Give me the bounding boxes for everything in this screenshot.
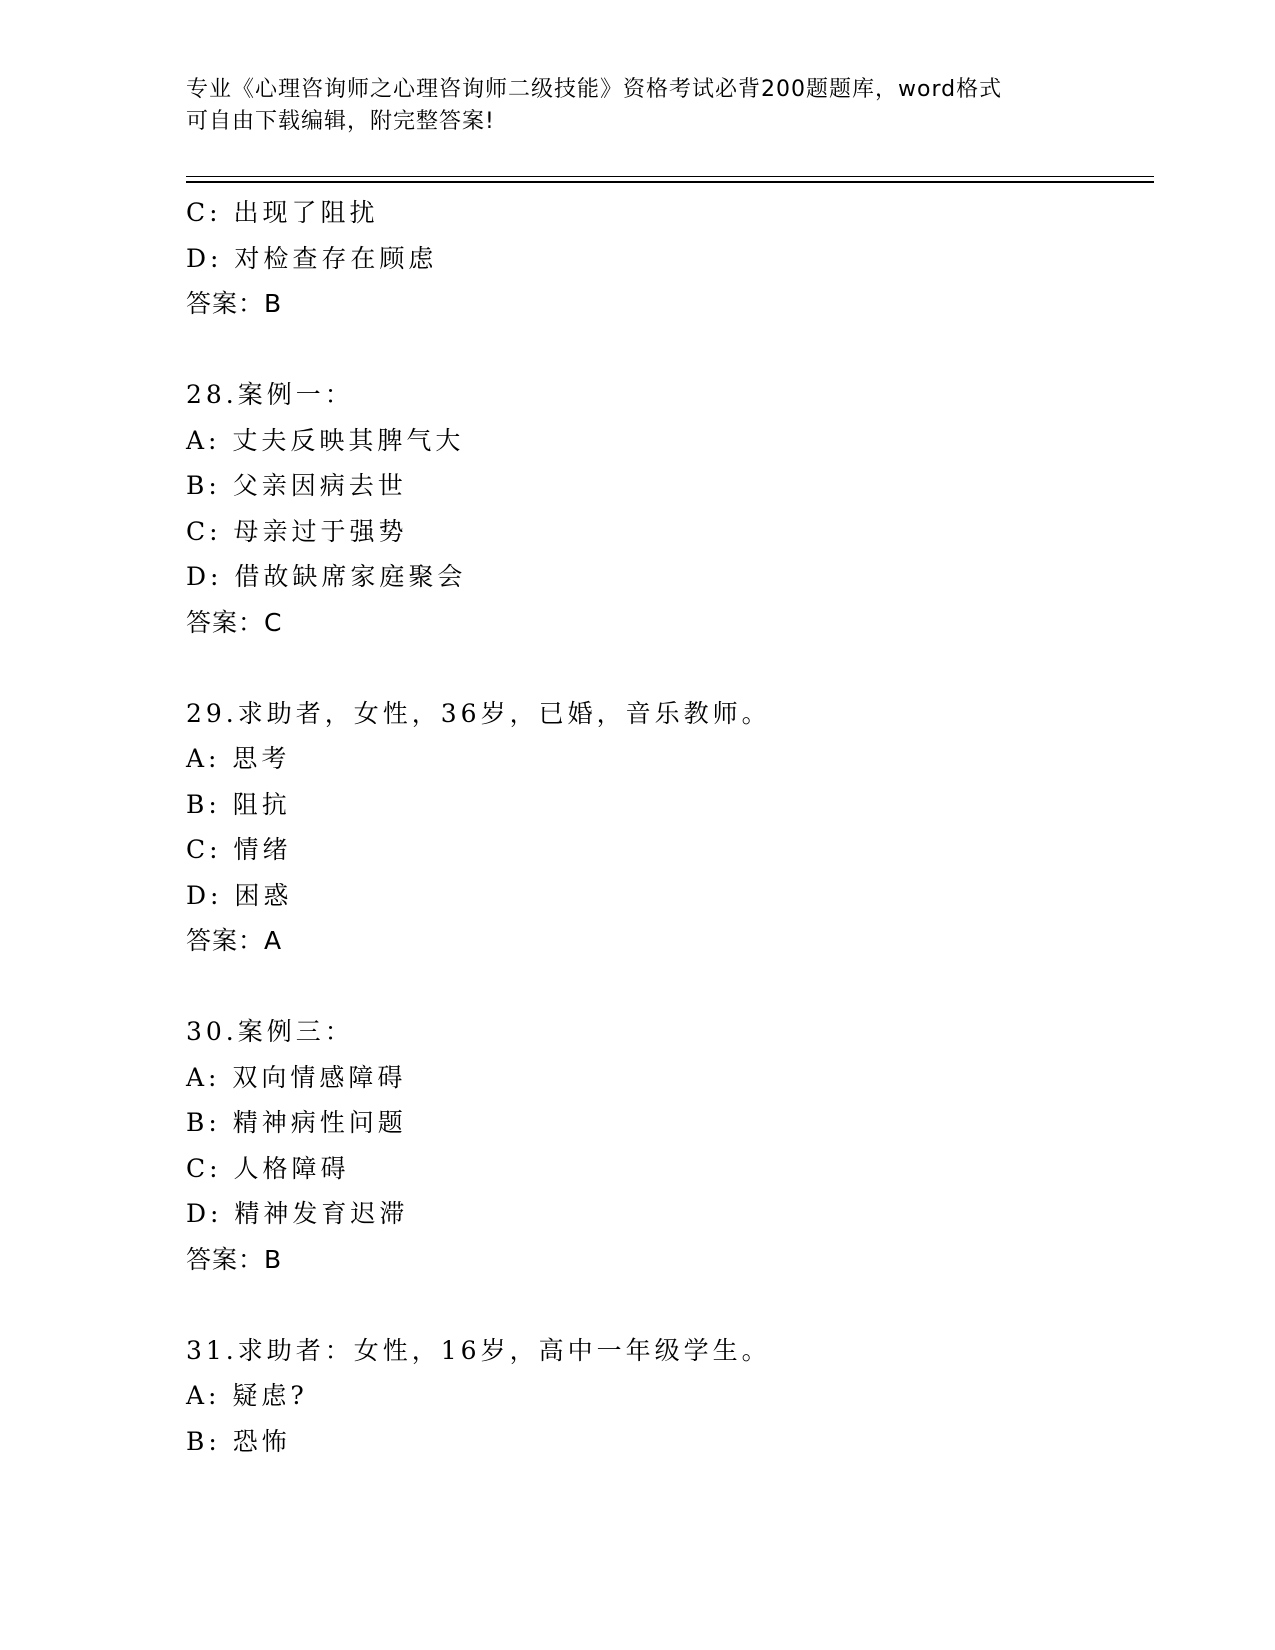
question-block-28 xyxy=(186,372,1154,645)
spacer xyxy=(186,645,1154,691)
option-a: A: 疑虑? xyxy=(186,1381,308,1410)
question-block-27 xyxy=(186,190,1154,327)
question-title: 31.求助者：女性，16岁，高中一年级学生。 xyxy=(186,1335,771,1365)
spacer xyxy=(186,964,1154,1010)
option-a: A: 丈夫反映其脾气大 xyxy=(186,425,465,455)
question-title: 28.案例一： xyxy=(186,380,354,409)
question-block-30 xyxy=(186,1009,1154,1282)
question-block-31 xyxy=(186,1328,1154,1465)
answer-line: 答案：A xyxy=(186,926,283,955)
header-line-2: 可自由下载编辑，附完整答案! xyxy=(186,109,495,134)
document-header xyxy=(186,74,1086,138)
option-d: D: 精神发育迟滞 xyxy=(186,1199,409,1228)
option-d: D: 对检查存在顾虑 xyxy=(186,243,438,273)
spacer xyxy=(186,1282,1154,1328)
question-list xyxy=(186,190,1154,1464)
answer-line: 答案：B xyxy=(186,1244,283,1274)
answer-line: 答案：C xyxy=(186,607,283,637)
question-title: 29.求助者，女性，36岁，已婚，音乐教师。 xyxy=(186,698,771,728)
option-c: C: 情绪 xyxy=(186,835,292,864)
answer-line: 答案：B xyxy=(186,289,283,318)
header-divider-thin xyxy=(186,176,1154,177)
option-c: C: 人格障碍 xyxy=(186,1153,350,1183)
option-b: B: 父亲因病去世 xyxy=(186,471,407,500)
option-b: B: 阻抗 xyxy=(186,789,291,819)
option-d: D: 借故缺席家庭聚会 xyxy=(186,562,467,591)
option-b: B: 恐怖 xyxy=(186,1426,291,1456)
question-title: 30.案例三： xyxy=(186,1017,354,1046)
spacer xyxy=(186,327,1154,373)
question-block-29 xyxy=(186,691,1154,964)
option-b: B: 精神病性问题 xyxy=(186,1108,407,1137)
option-a: A: 思考 xyxy=(186,744,291,773)
option-d: D: 困惑 xyxy=(186,880,293,910)
header-line-1: 专业《心理咨询师之心理咨询师二级技能》资格考试必背200题题库，word格式 xyxy=(186,77,1003,102)
option-a: A: 双向情感障碍 xyxy=(186,1062,407,1092)
option-c: C: 母亲过于强势 xyxy=(186,516,408,546)
header-divider-thick xyxy=(186,181,1154,183)
option-c: C: 出现了阻扰 xyxy=(186,198,379,227)
